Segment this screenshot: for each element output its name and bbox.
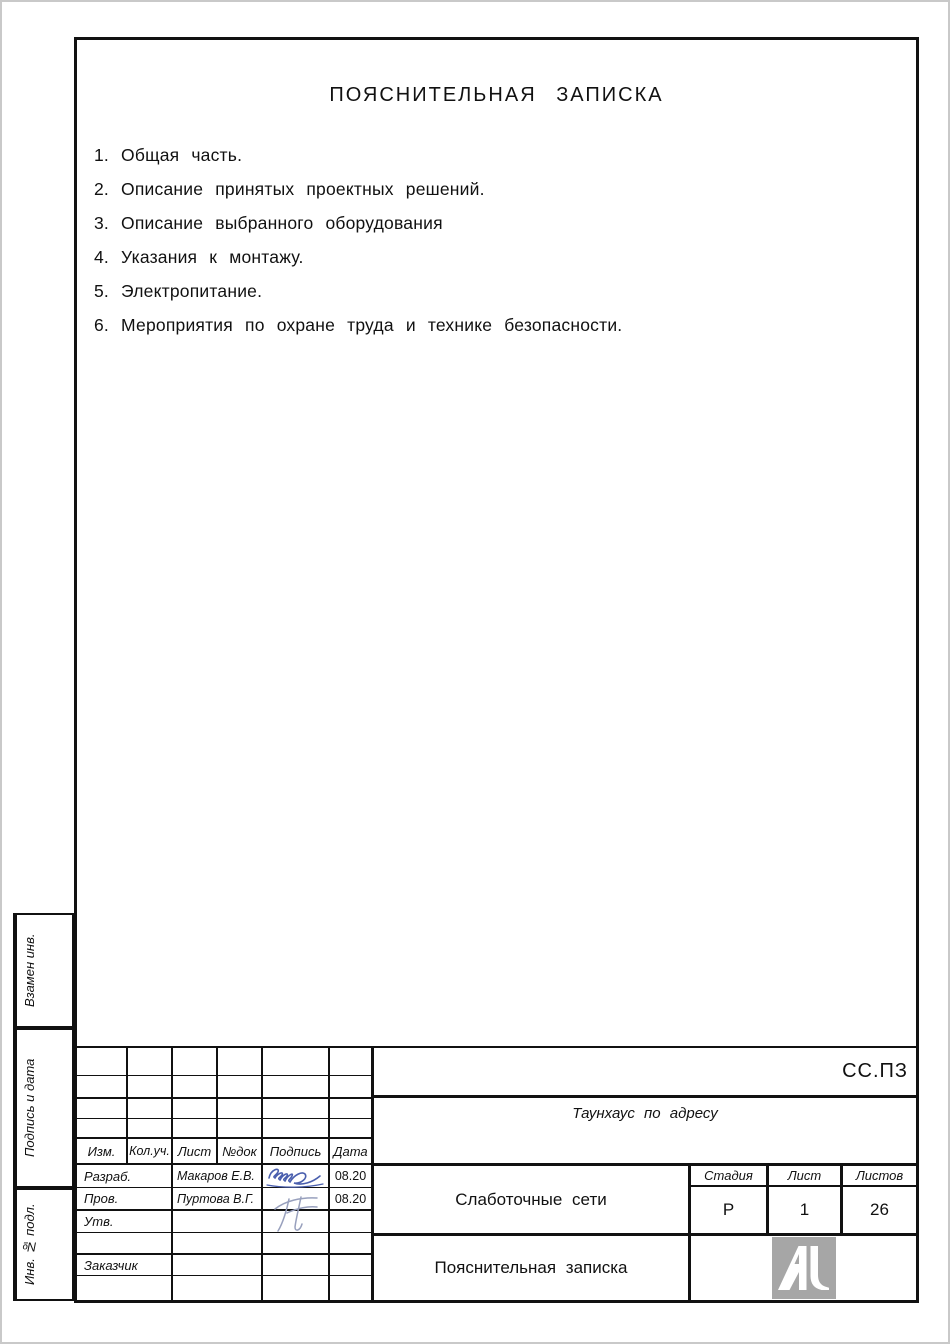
page-title: ПОЯСНИТЕЛЬНАЯ ЗАПИСКА [329,84,664,106]
side-stamp-empty-cell [42,1030,72,1186]
grid-line [77,1275,371,1276]
grid-line [77,1075,371,1076]
signature-razrab [263,1163,327,1189]
list-item: 6. Мероприятия по охране труда и технике безопасности. [94,315,623,335]
sheet-header: Лист [787,1168,822,1183]
stage-value: Р [722,1200,735,1219]
drawing-frame [74,37,919,1303]
sheets-value: 26 [870,1200,889,1219]
revision-header-podpis: Подпись [269,1143,322,1159]
revision-header-data: Дата [333,1143,368,1159]
role-name-prov: Пуртова В.Г. [177,1191,254,1206]
title-block [77,1046,916,1300]
revision-header-list: Лист [177,1143,212,1159]
side-stamp-label: Инв. № подл. [15,1190,42,1299]
revision-header-koluch: Кол.уч. [129,1144,170,1158]
list-item: 2. Описание принятых проектных решений. [94,179,485,199]
sheet-value: 1 [799,1200,810,1219]
side-stamp-empty-cell [42,915,72,1026]
section-name: Слаботочные сети [455,1189,607,1209]
role-label-zakazchik: Заказчик [84,1257,138,1273]
role-name-razrab: Макаров Е.В. [177,1169,255,1183]
signature-prov [267,1187,325,1235]
grid-line [77,1232,371,1233]
list-item: 5. Электропитание. [94,281,263,301]
role-label-utv: Утв. [84,1214,114,1229]
company-logo-icon [772,1237,836,1299]
side-stamp-vzamen-inv [13,913,74,1028]
role-date-prov: 08.20 [334,1191,367,1206]
role-label-prov: Пров. [84,1191,119,1206]
revision-header-izm: Изм. [87,1143,116,1159]
role-date-razrab: 08.20 [334,1169,367,1183]
doc-type: Пояснительная записка [434,1258,628,1277]
doc-code: СС.ПЗ [842,1060,908,1082]
role-label-razrab: Разраб. [84,1168,132,1184]
content-list [94,145,896,349]
sheets-header: Листов [855,1168,904,1183]
revision-header-ndok: №док [222,1143,257,1159]
stage-header: Стадия [704,1168,753,1183]
grid-line [77,1118,371,1119]
side-stamp-inv-no-podl [13,1188,74,1301]
list-item: 3. Описание выбранного оборудования [94,213,443,233]
side-stamp-podpis-i-data [13,1028,74,1188]
list-item: 4. Указания к монтажу. [94,247,304,267]
side-stamp-label: Подпись и дата [15,1030,42,1186]
project-name: Таунхаус по адресу [572,1105,718,1122]
logo-cell [691,1236,916,1300]
grid-line [77,1097,371,1099]
side-stamp-empty-cell [42,1190,72,1299]
side-stamp-label: Взамен инв. [15,915,42,1026]
list-item: 1. Общая часть. [94,145,243,165]
